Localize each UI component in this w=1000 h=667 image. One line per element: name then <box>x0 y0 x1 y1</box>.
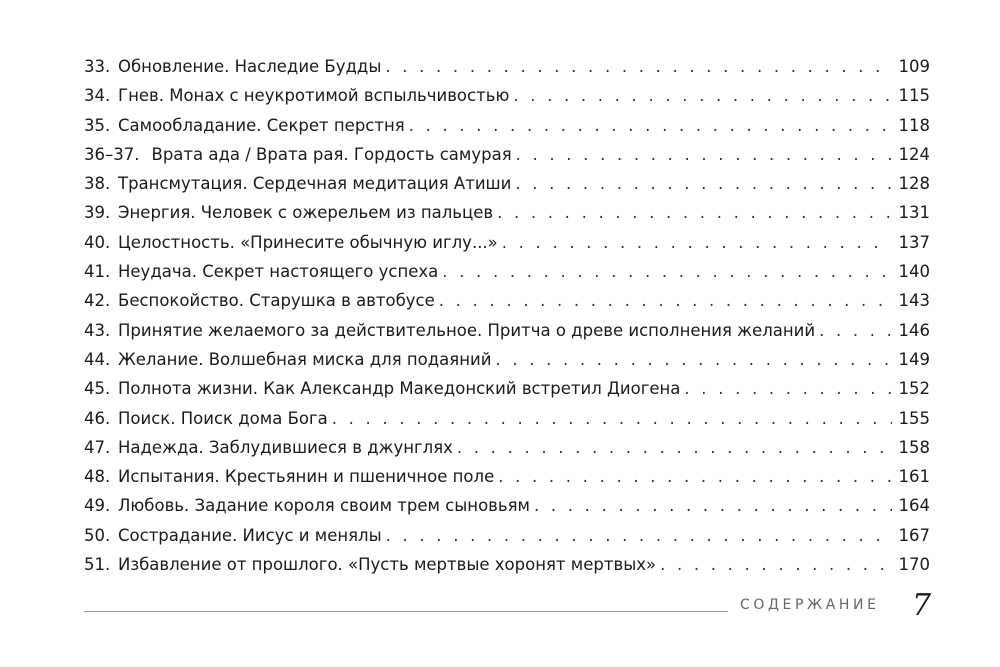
toc-dot-leader <box>513 81 892 110</box>
toc-dot-leader <box>534 491 892 520</box>
toc-entry-title: Желание. Волшебная миска для подаяний <box>118 349 492 369</box>
toc-entry-page: 170 <box>898 555 930 575</box>
toc-entry-page: 143 <box>898 291 930 311</box>
toc-entry-title: Надежда. Заблудившиеся в джунглях <box>118 437 453 457</box>
toc-entry-number: 41. <box>84 262 111 282</box>
toc-entry-number: 33. <box>84 57 111 76</box>
toc-entry-page: 155 <box>898 408 930 428</box>
toc-entry-page: 161 <box>898 467 930 487</box>
toc-entry-number: 34. <box>84 86 111 106</box>
toc-entry <box>84 374 930 403</box>
toc-entry-number: 45. <box>84 379 111 399</box>
footer-divider <box>84 611 728 612</box>
toc-entry-number: 47. <box>84 437 111 457</box>
footer-page-number: 7 <box>912 588 932 623</box>
toc-entry-number: 42. <box>84 291 111 311</box>
toc-dot-leader <box>502 228 892 257</box>
toc-entry-number: 36–37. <box>84 144 140 164</box>
toc-dot-leader <box>498 462 892 491</box>
toc-entry-page: 146 <box>898 320 930 340</box>
toc-entry-title: Самообладание. Секрет перстня <box>118 115 405 135</box>
toc-dot-leader <box>442 257 892 286</box>
toc-dot-leader <box>660 550 892 579</box>
toc-entry <box>84 52 930 81</box>
toc-entry-page: 158 <box>898 437 930 457</box>
toc-entry <box>84 491 930 520</box>
toc-dot-leader <box>332 404 892 433</box>
toc-entry <box>84 257 930 286</box>
toc-entry-page: 124 <box>898 144 930 164</box>
toc-entry-number: 51. <box>84 555 111 575</box>
toc-dot-leader <box>495 345 892 374</box>
toc-entry <box>84 433 930 462</box>
toc-entry-number: 38. <box>84 174 111 194</box>
toc-entry-page: 115 <box>898 86 930 106</box>
toc-entry-title: Обновление. Наследие Будды <box>118 57 382 76</box>
toc-entry-page: 152 <box>898 379 930 399</box>
toc-entry-number: 50. <box>84 525 111 545</box>
toc-entry <box>84 140 930 169</box>
toc-entry-number: 44. <box>84 349 111 369</box>
toc-entry-title: Принятие желаемого за действительное. Притча о древе исполнения желаний <box>118 320 816 340</box>
toc-entry <box>84 550 930 579</box>
toc-entry <box>84 462 930 491</box>
toc-entry-title: Поиск. Поиск дома Бога <box>118 408 328 428</box>
toc-dot-leader <box>515 169 892 198</box>
toc-entry-number: 35. <box>84 115 111 135</box>
toc-dot-leader <box>516 140 892 169</box>
toc-entry-title: Энергия. Человек с ожерельем из пальцев <box>118 203 494 223</box>
toc-dot-leader <box>409 111 892 140</box>
footer-section-label: СОДЕРЖАНИЕ <box>740 597 880 613</box>
toc-entry <box>84 521 930 550</box>
toc-entry-title: Беспокойство. Старушка в автобусе <box>118 291 435 311</box>
toc-entry-title: Гнев. Монах с неукротимой вспыльчивостью <box>118 86 510 106</box>
toc-entry-number: 46. <box>84 408 111 428</box>
table-of-contents <box>84 52 930 579</box>
toc-entry-page: 118 <box>898 115 930 135</box>
toc-entry <box>84 228 930 257</box>
toc-entry <box>84 169 930 198</box>
toc-entry-page: 149 <box>898 349 930 369</box>
toc-entry-title: Трансмутация. Сердечная медитация Атиши <box>118 174 512 194</box>
toc-entry-page: 131 <box>898 203 930 223</box>
toc-entry-page: 109 <box>898 57 930 76</box>
toc-entry <box>84 286 930 315</box>
toc-entry-number: 39. <box>84 203 111 223</box>
toc-entry-title: Избавление от прошлого. «Пусть мертвые хоронят мертвых» <box>118 555 657 575</box>
toc-entry-title: Целостность. «Принесите обычную иглу...» <box>118 232 498 252</box>
toc-entry-title: Полнота жизни. Как Александр Македонский встретил Диогена <box>118 379 681 399</box>
toc-entry-title: Сострадание. Иисус и менялы <box>118 525 382 545</box>
toc-entry <box>84 316 930 345</box>
toc-dot-leader <box>819 316 892 345</box>
toc-entry-number: 40. <box>84 232 111 252</box>
toc-dot-leader <box>385 52 892 81</box>
toc-dot-leader <box>439 286 892 315</box>
toc-entry <box>84 81 930 110</box>
toc-entry-page: 167 <box>898 525 930 545</box>
toc-dot-leader <box>457 433 892 462</box>
toc-dot-leader <box>497 198 892 227</box>
toc-dot-leader <box>386 521 892 550</box>
toc-dot-leader <box>684 374 892 403</box>
toc-entry <box>84 345 930 374</box>
toc-entry <box>84 404 930 433</box>
toc-entry-title: Испытания. Крестьянин и пшеничное поле <box>118 467 495 487</box>
toc-entry-title: Врата ада / Врата рая. Гордость самурая <box>151 144 512 164</box>
toc-entry-page: 137 <box>898 232 930 252</box>
toc-entry-number: 43. <box>84 320 111 340</box>
toc-entry-title: Неудача. Секрет настоящего успеха <box>118 262 439 282</box>
toc-entry-number: 49. <box>84 496 111 516</box>
toc-entry-page: 128 <box>898 174 930 194</box>
toc-entry-number: 48. <box>84 467 111 487</box>
toc-entry-page: 140 <box>898 262 930 282</box>
toc-entry <box>84 198 930 227</box>
toc-entry-title: Любовь. Задание короля своим трем сыновьям <box>118 496 531 516</box>
toc-entry-page: 164 <box>898 496 930 516</box>
toc-entry <box>84 111 930 140</box>
